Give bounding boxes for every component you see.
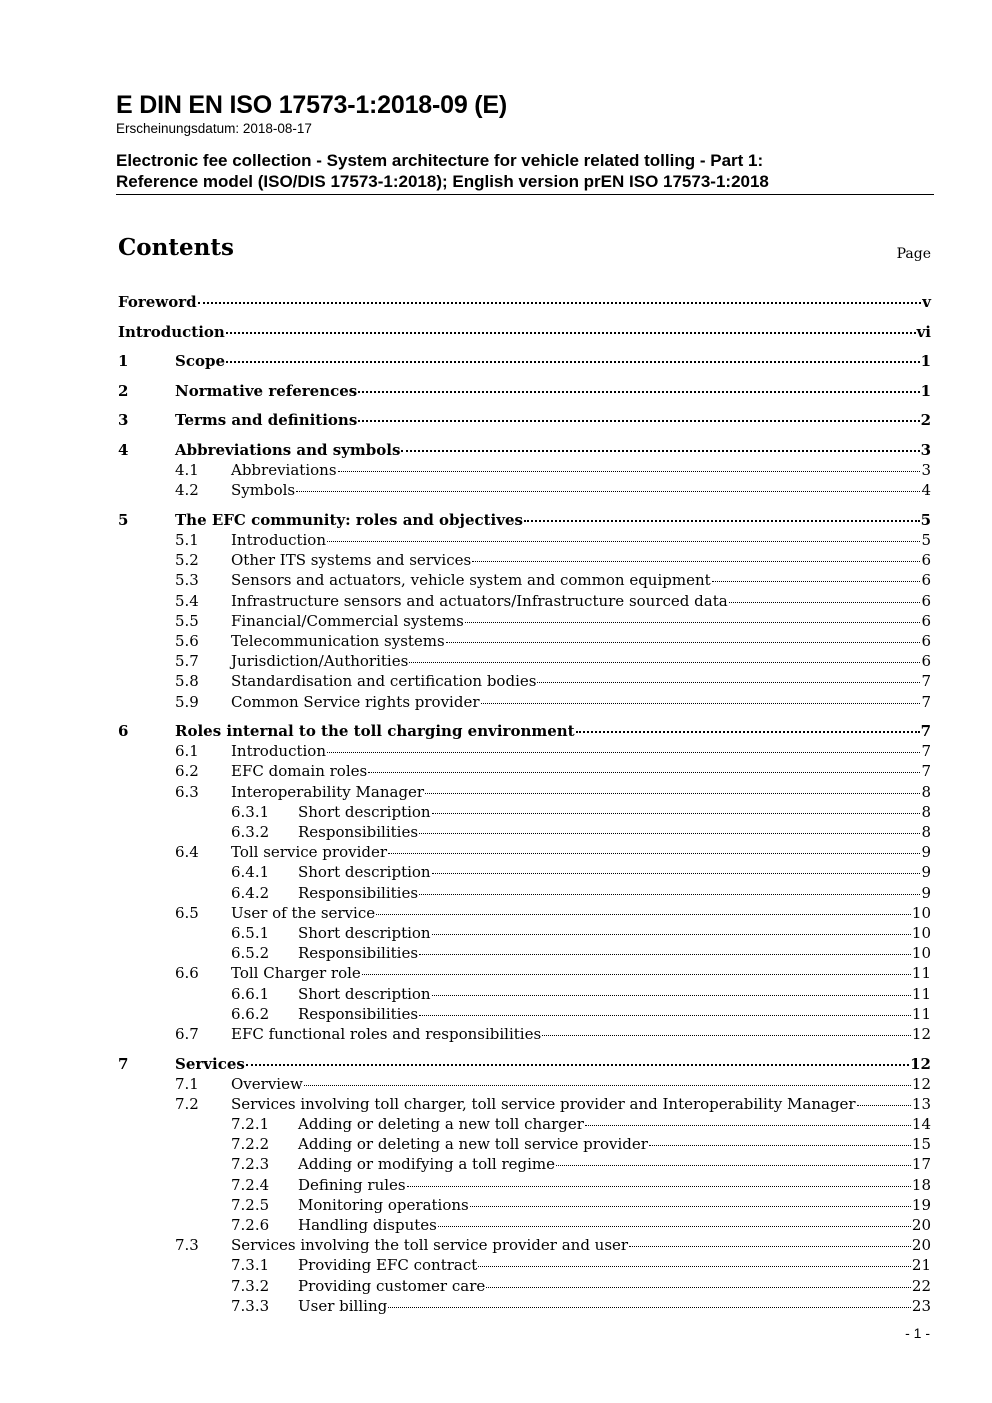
- toc-entry-title: Other ITS systems and services: [231, 551, 472, 570]
- toc-dot-leader: [649, 1139, 911, 1146]
- toc-entry-page: 18: [911, 1175, 931, 1194]
- toc-entry-title: Introduction: [118, 322, 225, 341]
- toc-entry-page: 6: [921, 631, 931, 650]
- toc-entry-page: 3: [920, 440, 931, 459]
- toc-entry-number: 5.6: [175, 631, 199, 650]
- toc-dot-leader: [486, 1281, 911, 1288]
- toc-entry[interactable]: [118, 1024, 931, 1044]
- toc-dot-leader: [226, 326, 916, 334]
- toc-entry-title: Sensors and actuators, vehicle system and common equipment: [231, 571, 711, 590]
- toc-entry-number: 6.5: [175, 903, 199, 922]
- toc-entry-page: 9: [921, 843, 931, 862]
- toc-entry-page: 6: [921, 551, 931, 570]
- toc-entry[interactable]: [118, 963, 931, 983]
- toc-dot-leader: [556, 1159, 911, 1166]
- toc-dot-leader: [432, 867, 921, 874]
- toc-dot-leader: [419, 888, 920, 895]
- toc-dot-leader: [729, 596, 921, 603]
- toc-entry-title: Monitoring operations: [298, 1195, 469, 1214]
- toc-entry-title: Symbols: [231, 481, 296, 500]
- toc-entry-page: 20: [911, 1216, 931, 1234]
- toc-entry[interactable]: [118, 1134, 931, 1154]
- document-title-line-1: Electronic fee collection - System architecture for vehicle related tolling - Part 1:: [116, 151, 764, 170]
- toc-entry-number: 7.2.1: [231, 1115, 270, 1134]
- toc-entry-number: 6.6.1: [231, 984, 270, 1003]
- toc-entry-title: Abbreviations and symbols: [175, 440, 401, 459]
- toc-entry[interactable]: [118, 782, 931, 802]
- toc-entry-title: Adding or deleting a new toll service provider: [298, 1135, 648, 1154]
- toc-entry-title: Providing EFC contract: [298, 1256, 478, 1275]
- toc-entry-number: 6.4: [175, 843, 199, 862]
- toc-dot-leader: [419, 1009, 911, 1016]
- toc-entry-number: 7.3.3: [231, 1296, 270, 1315]
- toc-dot-leader: [376, 908, 911, 915]
- toc-entry-number: 5.3: [175, 571, 199, 590]
- toc-dot-leader: [409, 656, 920, 663]
- toc-entry-number: 7: [118, 1054, 129, 1073]
- toc-entry[interactable]: [118, 1296, 931, 1316]
- document-header: [116, 90, 934, 195]
- toc-entry[interactable]: [118, 1195, 931, 1215]
- toc-entry[interactable]: [118, 883, 931, 903]
- toc-entry[interactable]: [118, 1074, 931, 1094]
- toc-entry-number: 5.1: [175, 531, 199, 550]
- toc-entry-number: 6.2: [175, 762, 199, 781]
- toc-entry-title: Services: [175, 1054, 245, 1073]
- toc-entry-title: Terms and definitions: [175, 411, 358, 430]
- toc-entry[interactable]: [118, 440, 931, 460]
- toc-entry-number: 6.4.1: [231, 863, 270, 882]
- toc-dot-leader: [537, 676, 920, 683]
- toc-entry-title: The EFC community: roles and objectives: [175, 510, 523, 529]
- toc-entry[interactable]: [118, 570, 931, 590]
- toc-entry-page: 6: [921, 571, 931, 590]
- toc-entry[interactable]: [118, 761, 931, 781]
- toc-entry[interactable]: [118, 692, 931, 712]
- toc-dot-leader: [419, 827, 920, 834]
- toc-entry-page: 11: [911, 984, 931, 1003]
- toc-entry-number: 4.2: [175, 481, 199, 500]
- toc-entry[interactable]: [118, 381, 931, 401]
- toc-entry[interactable]: [118, 1235, 931, 1255]
- toc-entry[interactable]: [118, 1094, 931, 1114]
- toc-entry-title: Introduction: [231, 531, 326, 550]
- toc-entry-page: 6: [921, 591, 931, 610]
- toc-entry-number: 6.3: [175, 782, 199, 801]
- document-title: [116, 150, 934, 195]
- toc-entry[interactable]: [118, 1276, 931, 1296]
- toc-dot-leader: [481, 697, 921, 704]
- footer-page-number: - 1 -: [905, 1325, 930, 1341]
- toc-entry-number: 6.1: [175, 742, 199, 761]
- toc-entry-title: Overview: [231, 1074, 303, 1093]
- toc-entry-page: 8: [921, 823, 931, 842]
- toc-entry-number: 1: [118, 352, 129, 371]
- toc-entry-title: Providing customer care: [298, 1276, 486, 1295]
- toc-entry-title: Roles internal to the toll charging environment: [175, 722, 575, 741]
- toc-entry[interactable]: [118, 351, 931, 371]
- toc-entry-title: EFC domain roles: [231, 762, 368, 781]
- toc-dot-leader: [362, 968, 911, 975]
- toc-dot-leader: [401, 444, 919, 452]
- toc-dot-leader: [524, 514, 920, 522]
- toc-entry-title: User of the service: [231, 903, 376, 922]
- toc-entry-title: User billing: [298, 1296, 388, 1315]
- contents-heading: Contents: [118, 234, 234, 261]
- toc-entry-title: Foreword: [118, 293, 197, 311]
- toc-dot-leader: [304, 1079, 911, 1086]
- toc-entry-page: 10: [911, 944, 931, 963]
- toc-entry-title: Adding or deleting a new toll charger: [298, 1115, 584, 1134]
- toc-entry[interactable]: [118, 550, 931, 570]
- toc-entry-title: Normative references: [175, 381, 358, 400]
- toc-entry-page: 7: [921, 762, 931, 781]
- toc-entry-page: 15: [911, 1135, 931, 1154]
- toc-dot-leader: [465, 616, 921, 623]
- toc-entry-number: 2: [118, 381, 129, 400]
- toc-entry[interactable]: [118, 1114, 931, 1134]
- toc-entry-page: 7: [921, 742, 931, 761]
- toc-entry-title: Jurisdiction/Authorities: [231, 652, 409, 671]
- toc-entry[interactable]: [118, 943, 931, 963]
- toc-entry-page: 5: [920, 510, 931, 529]
- toc-entry-number: 5: [118, 510, 129, 529]
- toc-entry-page: 11: [911, 964, 931, 983]
- toc-entry-page: 7: [921, 672, 931, 691]
- toc-entry[interactable]: [118, 802, 931, 822]
- toc-entry-page: 9: [921, 883, 931, 902]
- toc-entry-page: 6: [921, 652, 931, 671]
- toc-entry-page: 7: [921, 692, 931, 711]
- toc-entry-number: 5.4: [175, 591, 199, 610]
- toc-entry-title: EFC functional roles and responsibilities: [231, 1024, 542, 1043]
- toc-entry[interactable]: [118, 530, 931, 550]
- toc-entry-title: Telecommunication systems: [231, 631, 445, 650]
- toc-entry[interactable]: [118, 651, 931, 671]
- toc-entry-page: 12: [911, 1074, 931, 1093]
- toc-entry-page: 12: [911, 1024, 931, 1043]
- toc-entry[interactable]: [118, 1054, 931, 1074]
- toc-entry-number: 7.3.2: [231, 1276, 270, 1295]
- toc-entry-number: 6.3.2: [231, 823, 270, 842]
- document-title-line-2: Reference model (ISO/DIS 17573-1:2018); English version prEN ISO 17573-1:2018: [116, 172, 769, 191]
- toc-entry-title: Introduction: [231, 742, 326, 761]
- toc-entry[interactable]: [118, 903, 931, 923]
- toc-entry-number: 3: [118, 411, 129, 430]
- toc-entry-title: Scope: [175, 352, 226, 371]
- toc-dot-leader: [857, 1099, 911, 1106]
- toc-dot-leader: [327, 746, 920, 753]
- toc-entry-title: Financial/Commercial systems: [231, 611, 464, 630]
- toc-entry-page: 23: [911, 1296, 931, 1315]
- toc-entry-number: 6.5.2: [231, 944, 270, 963]
- table-of-contents: [118, 292, 931, 1316]
- toc-dot-leader: [296, 485, 920, 492]
- toc-entry-number: 4: [118, 440, 129, 459]
- toc-entry-title: Services involving toll charger, toll service provider and Interoperability Manager: [231, 1094, 856, 1113]
- toc-entry-page: 2: [920, 411, 931, 430]
- toc-dot-leader: [629, 1240, 911, 1247]
- toc-entry-number: 7.2.6: [231, 1216, 270, 1234]
- toc-dot-leader: [470, 1200, 911, 1207]
- toc-dot-leader: [576, 725, 920, 733]
- toc-entry[interactable]: [118, 322, 931, 342]
- toc-entry-number: 6.3.1: [231, 802, 270, 821]
- toc-entry-page: 10: [911, 923, 931, 942]
- toc-entry-title: Short description: [298, 802, 431, 821]
- toc-entry-page: 8: [921, 802, 931, 821]
- toc-entry-number: 7.2.5: [231, 1195, 270, 1214]
- toc-dot-leader: [358, 414, 919, 422]
- toc-entry[interactable]: [118, 671, 931, 691]
- toc-entry[interactable]: [118, 1004, 931, 1024]
- toc-entry-page: 12: [910, 1054, 931, 1073]
- toc-entry-number: 7.1: [175, 1074, 199, 1093]
- toc-entry[interactable]: [118, 591, 931, 611]
- toc-entry[interactable]: [118, 1255, 931, 1275]
- toc-entry-page: 4: [921, 481, 931, 500]
- toc-entry-number: 6.6.2: [231, 1004, 270, 1023]
- toc-entry-page: 6: [921, 611, 931, 630]
- toc-entry-title: Interoperability Manager: [231, 782, 425, 801]
- toc-entry-page: 8: [921, 782, 931, 801]
- toc-entry-number: 7.2.3: [231, 1155, 270, 1174]
- toc-entry-number: 6.7: [175, 1024, 199, 1043]
- publication-date: Erscheinungsdatum: 2018-08-17: [116, 121, 312, 136]
- toc-entry-page: vi: [916, 322, 931, 341]
- toc-entry-page: 14: [911, 1115, 931, 1134]
- toc-entry-number: 7.2: [175, 1094, 199, 1113]
- toc-entry[interactable]: [118, 842, 931, 862]
- toc-entry-page: 17: [911, 1155, 931, 1174]
- toc-entry-title: Toll Charger role: [231, 964, 361, 983]
- toc-dot-leader: [585, 1119, 911, 1126]
- page-column-label: Page: [896, 246, 931, 262]
- toc-entry[interactable]: [118, 822, 931, 842]
- toc-entry[interactable]: [118, 410, 931, 430]
- toc-entry[interactable]: [118, 480, 931, 500]
- toc-dot-leader: [425, 787, 920, 794]
- toc-entry-title: Short description: [298, 863, 431, 882]
- toc-dot-leader: [419, 948, 911, 955]
- toc-dot-leader: [478, 1260, 911, 1267]
- toc-entry-number: 7.2.4: [231, 1175, 270, 1194]
- toc-entry-page: 22: [911, 1276, 931, 1295]
- toc-entry-title: Responsibilities: [298, 944, 419, 963]
- toc-entry-title: Common Service rights provider: [231, 692, 480, 711]
- toc-entry-title: Responsibilities: [298, 1004, 419, 1023]
- toc-entry-number: 7.3.1: [231, 1256, 270, 1275]
- toc-entry[interactable]: [118, 1175, 931, 1195]
- toc-dot-leader: [438, 1220, 911, 1227]
- toc-entry[interactable]: [118, 741, 931, 761]
- toc-dot-leader: [446, 636, 921, 643]
- toc-entry-number: 6.4.2: [231, 883, 270, 902]
- toc-entry-number: 5.5: [175, 611, 199, 630]
- toc-dot-leader: [432, 989, 911, 996]
- toc-entry-page: 19: [911, 1195, 931, 1214]
- toc-entry-title: Services involving the toll service provider and user: [231, 1236, 629, 1255]
- toc-entry-page: v: [922, 293, 931, 311]
- toc-entry-page: 9: [921, 863, 931, 882]
- toc-entry-number: 5.2: [175, 551, 199, 570]
- toc-entry-title: Standardisation and certification bodies: [231, 672, 537, 691]
- toc-dot-leader: [432, 928, 911, 935]
- toc-entry-title: Handling disputes: [298, 1216, 437, 1234]
- toc-dot-leader: [712, 575, 921, 582]
- toc-dot-leader: [472, 555, 920, 562]
- toc-entry-number: 6: [118, 722, 129, 741]
- toc-entry-number: 6.6: [175, 964, 199, 983]
- toc-entry[interactable]: [118, 631, 931, 651]
- toc-entry[interactable]: [118, 510, 931, 530]
- toc-entry-title: Abbreviations: [231, 461, 337, 480]
- toc-entry-number: 7.2.2: [231, 1135, 270, 1154]
- toc-entry-page: 13: [911, 1094, 931, 1113]
- toc-dot-leader: [432, 807, 921, 814]
- toc-entry-title: Short description: [298, 923, 431, 942]
- toc-entry[interactable]: [118, 460, 931, 480]
- toc-entry-title: Infrastructure sensors and actuators/Infrastructure sourced data: [231, 591, 728, 610]
- toc-entry[interactable]: [118, 984, 931, 1004]
- toc-entry-page: 5: [921, 531, 931, 550]
- toc-entry-number: 7.3: [175, 1236, 199, 1255]
- toc-dot-leader: [246, 1058, 909, 1066]
- toc-entry[interactable]: [118, 611, 931, 631]
- toc-entry-number: 4.1: [175, 461, 199, 480]
- toc-dot-leader: [368, 766, 920, 773]
- toc-dot-leader: [388, 1301, 911, 1308]
- toc-entry-title: Short description: [298, 984, 431, 1003]
- toc-entry-page: 3: [921, 461, 931, 480]
- toc-entry-number: 5.7: [175, 652, 199, 671]
- toc-entry[interactable]: [118, 923, 931, 943]
- document-id: E DIN EN ISO 17573-1:2018-09 (E): [116, 91, 507, 119]
- toc-entry[interactable]: [118, 292, 931, 312]
- toc-dot-leader: [338, 465, 921, 472]
- toc-entry-number: 5.8: [175, 672, 199, 691]
- toc-entry[interactable]: [118, 1215, 931, 1235]
- toc-entry-page: 7: [920, 722, 931, 741]
- toc-entry-page: 1: [920, 381, 931, 400]
- toc-dot-leader: [407, 1180, 911, 1187]
- toc-dot-leader: [226, 355, 920, 363]
- toc-entry-title: Defining rules: [298, 1175, 406, 1194]
- toc-dot-leader: [327, 535, 920, 542]
- toc-entry-page: 20: [911, 1236, 931, 1255]
- toc-dot-leader: [388, 847, 920, 854]
- toc-entry[interactable]: [118, 862, 931, 882]
- toc-entry-number: 5.9: [175, 692, 199, 711]
- toc-dot-leader: [358, 385, 919, 393]
- toc-entry[interactable]: [118, 1154, 931, 1174]
- toc-dot-leader: [542, 1029, 911, 1036]
- toc-dot-leader: [198, 296, 922, 304]
- toc-entry-page: 21: [911, 1256, 931, 1275]
- toc-entry-page: 10: [911, 903, 931, 922]
- toc-entry[interactable]: [118, 721, 931, 741]
- toc-entry-number: 6.5.1: [231, 923, 270, 942]
- toc-entry-title: Responsibilities: [298, 823, 419, 842]
- toc-entry-title: Responsibilities: [298, 883, 419, 902]
- toc-entry-title: Toll service provider: [231, 843, 388, 862]
- toc-entry-title: Adding or modifying a toll regime: [298, 1155, 556, 1174]
- toc-entry-page: 11: [911, 1004, 931, 1023]
- toc-entry-page: 1: [920, 352, 931, 371]
